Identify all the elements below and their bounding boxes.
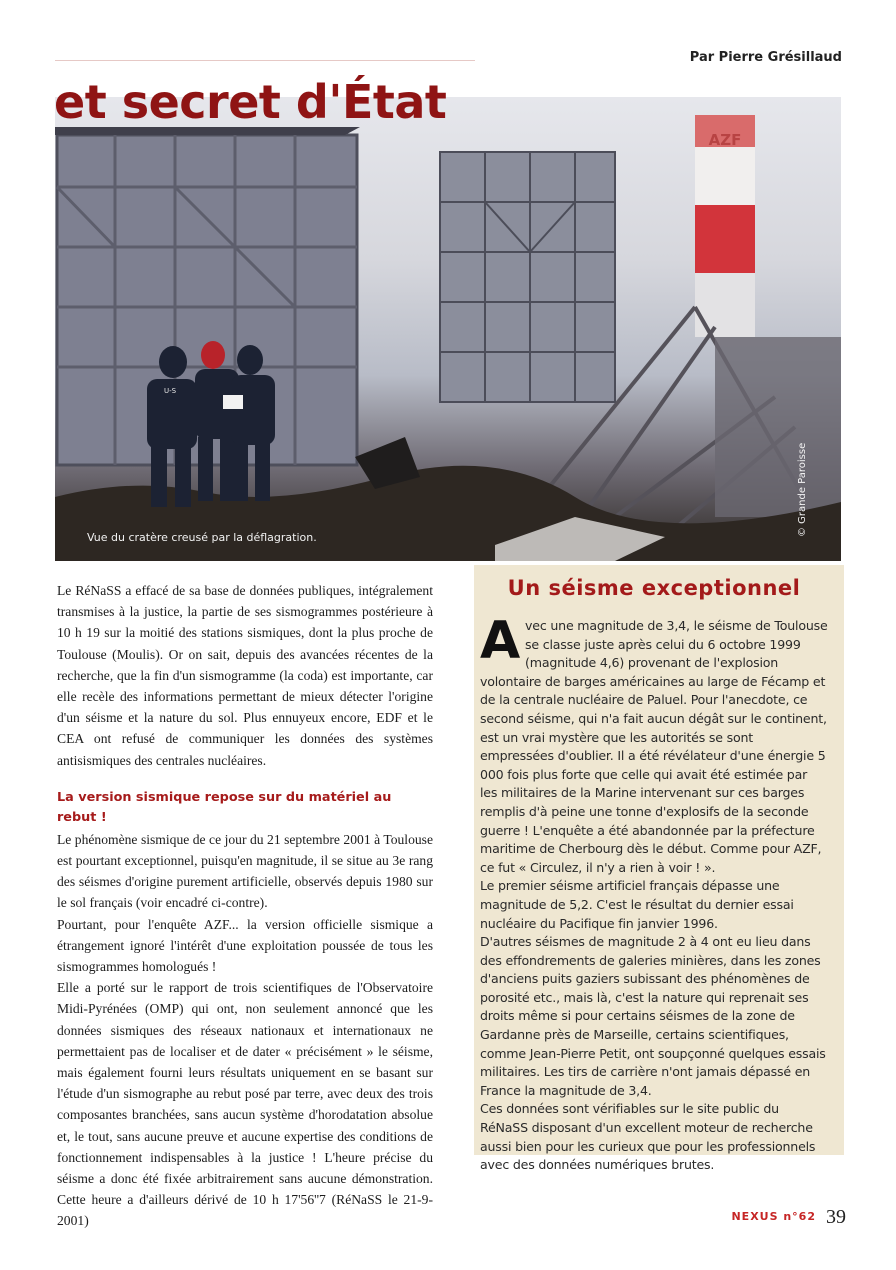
magazine-issue: NEXUS n°62	[731, 1210, 816, 1223]
scaffold-tower	[440, 152, 615, 402]
sidebar-paragraph: D'autres séismes de magnitude 2 à 4 ont eu lieu dans des effondrements de galeries minières, dans les zones d'anciens puits gaziers subissant des phénomènes de porosité etc., mais là, c'est la nature qui reprenait ses droits même si pour certains séismes de la zone de Gardanne près de Marseille, certains scientifiques, comme Jean-Pierre Petit, ont soupçonné quelques essais militaires. Les tirs de carrière n'ont jamais dépassé en France la magnitude de 3,4.	[480, 934, 826, 1098]
vest-text: U-S	[163, 387, 177, 395]
photo-illustration	[55, 97, 841, 561]
azf-chimney	[695, 115, 755, 337]
article-subheading: La version sismique repose sur du matériel au rebut !	[57, 789, 392, 825]
photo-caption: Vue du cratère creusé par la déflagration.	[87, 531, 317, 544]
article-paragraph: Elle a porté sur le rapport de trois scientifiques de l'Observatoire Midi-Pyrénées (OMP) qui ont, non seulement annoncé que les données sismiques des réseaux nationaux et internationaux ne permettaient pas de localiser et de dater « précisément » le séisme, mais également fourni leurs résultats uniquement en se basant sur l'étude d'un sismographe au rebut posé par terre, avec deux des trois composantes branchées, sans aucun système d'horodatation absolue et, le tout, sans aucune preuve et aucune expertise des conditions de fonctionnement indispensables à la justice ! L'heure précise du séisme a donc été fixée arbitrairement sans aucune démonstration. Cette heure a d'ailleurs dérivé de 10 h 17'56''7 (RéNaSS le 21-9-2001)	[57, 980, 433, 1229]
sidebar-box	[474, 565, 844, 1173]
top-rule	[55, 60, 475, 61]
author-byline: Par Pierre Grésillaud	[689, 50, 842, 65]
article-photo	[55, 97, 841, 561]
photo-credit: © Grande Paroisse	[797, 442, 808, 537]
rescue-workers	[147, 341, 275, 507]
rubble-wall	[715, 337, 841, 517]
article-paragraph: Pourtant, pour l'enquête AZF... la version officielle sismique a étrangement ignoré l'intérêt d'une exploitation poussée de tous les sismogrammes homologués !	[57, 916, 433, 975]
sidebar-paragraph	[480, 611, 828, 877]
page-number: 39	[826, 1206, 846, 1228]
headline: et secret d'État	[54, 75, 447, 129]
page-footer	[700, 1206, 846, 1236]
tower-sign: AZF	[708, 131, 742, 149]
drop-cap: A	[480, 611, 521, 671]
article-paragraph: Le RéNaSS a effacé de sa base de données publiques, intégralement transmises à la justice, la partie de ses sismogrammes postérieure à 10 h 19 sur la moitié des stations sismiques, dont la plus proche de Toulouse (Moulis). Or on sait, depuis des avancées récentes de la recherche, que la fin d'un sismogramme (la coda) est importante, car elle recèle des informations permettant de mieux détecter l'origine d'un séisme et la nature du sol. Plus ennuyeux encore, EDF et le CEA ont refusé de communiquer les données des systèmes antisismiques des centrales nucléaires.	[57, 583, 433, 768]
article-paragraph: Le phénomène sismique de ce jour du 21 septembre 2001 à Toulouse est pourtant exceptionnel, puisqu'en magnitude, il se situe au 3e rang des séismes d'origine purement artificielle, observés depuis 1980 sur le sol français (voir encadré ci-contre).	[57, 831, 433, 911]
sidebar-title: Un séisme exceptionnel	[507, 576, 801, 600]
sidebar-paragraph: Ces données sont vérifiables sur le site public du RéNaSS disposant d'un excellent moteur de recherche aussi bien pour les curieux que pour les professionnels avec des données numériques brutes.	[480, 1101, 816, 1173]
sidebar-paragraph: Le premier séisme artificiel français dépasse une magnitude de 5,2. C'est le résultat du dernier essai nucléaire du Pacifique fin janvier 1996.	[480, 878, 794, 931]
article-column	[57, 580, 433, 1232]
sidebar-paragraph-text: vec une magnitude de 3,4, le séisme de Toulouse se classe juste après celui du 6 octobre 1999 (magnitude 4,6) provenant de l'explosion volontaire de barges américaines au large de Fécamp et de la centrale nucléaire de Paluel. Pour l'anecdote, ce second séisme, qui n'a fait aucun dégât sur le continent, est un vrai mystère que les autorités se sont empressées d'oublier. Il a été révélateur d'une énergie 5 000 fois plus forte que celle qui avait été estimée par les militaires de la Marine intervenant sur ces barges remplis d'à peine une tonne d'explosifs de la seconde guerre ! L'enquête a été abandonnée par la préfecture maritime de Cherbourg dès le début. Comme pour AZF, ce fut « Circulez, il n'y a rien à voir ! ».	[480, 618, 828, 875]
